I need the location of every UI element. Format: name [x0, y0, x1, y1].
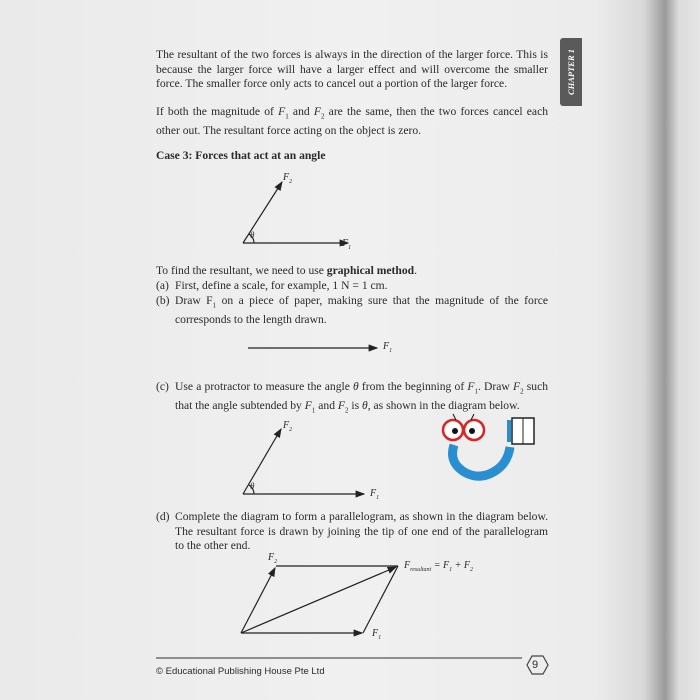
label-f1: $F_1$ — [342, 238, 352, 251]
parallelogram-resultant — [241, 567, 396, 633]
step-b-label: (b) — [156, 294, 170, 307]
step-a-label: (a) — [156, 279, 169, 292]
label-f2: $F_2$ — [268, 552, 278, 565]
label-theta: θ — [250, 230, 255, 240]
label-theta: θ — [250, 481, 255, 491]
step-d-label: (d) — [156, 510, 170, 523]
intro-text: To find the resultant, we need to use graphical method. — [156, 264, 417, 277]
step-c: Use a protractor to measure the angle θ from the beginning of $F_1$. Draw $F_2$ such that the angle subtended by $F_1$ and $F_2$ is θ, as shown in the diagram below. — [175, 380, 549, 415]
chapter-tab: CHAPTER 1 — [560, 38, 582, 106]
parallelogram-right-edge — [363, 566, 398, 633]
parallelogram-f2 — [241, 568, 275, 633]
label-f1: $F_1$ — [372, 628, 382, 641]
label-f2: $F_2$ — [283, 172, 293, 185]
step-b: Draw $F_1$ on a piece of paper, making sure that the magnitude of the force corresponds to the length drawn. — [175, 294, 548, 326]
diagram2-f2-arrow — [243, 429, 281, 494]
page-number: 9 — [531, 659, 539, 671]
copyright: © Educational Publishing House Pte Ltd — [156, 666, 325, 677]
label-f1: $F_1$ — [370, 488, 380, 501]
step-c-label: (c) — [156, 380, 169, 393]
label-f2: $F_2$ — [283, 420, 293, 433]
bookworm-mascot — [443, 414, 534, 476]
label-resultant-equation: $F_{resultant} = F_1 + F_2$ — [404, 560, 473, 573]
diagram1-f2-arrow — [243, 182, 282, 243]
paragraph-equal-forces: If both the magnitude of $F_1$ and $F_2$ are the same, then the two forces cancel each other out. The resultant force acting on the object is zero. — [156, 105, 549, 137]
step-d: Complete the diagram to form a parallelogram, as shown in the diagram below. The resultant force is drawn by joining the tip of one end of the parallelogram to the other end. — [175, 510, 548, 552]
label-f1: $F_1$ — [383, 341, 393, 354]
step-a: First, define a scale, for example, 1 N = 1 cm. — [175, 279, 388, 292]
paragraph-resultant: The resultant of the two forces is always in the direction of the larger force. This is because the larger force will have a larger effect and will overcome the smaller force. The smaller force only acts to cancel out a portion of the larger force. — [156, 48, 548, 90]
case3-heading: Case 3: Forces that act at an angle — [156, 149, 326, 162]
